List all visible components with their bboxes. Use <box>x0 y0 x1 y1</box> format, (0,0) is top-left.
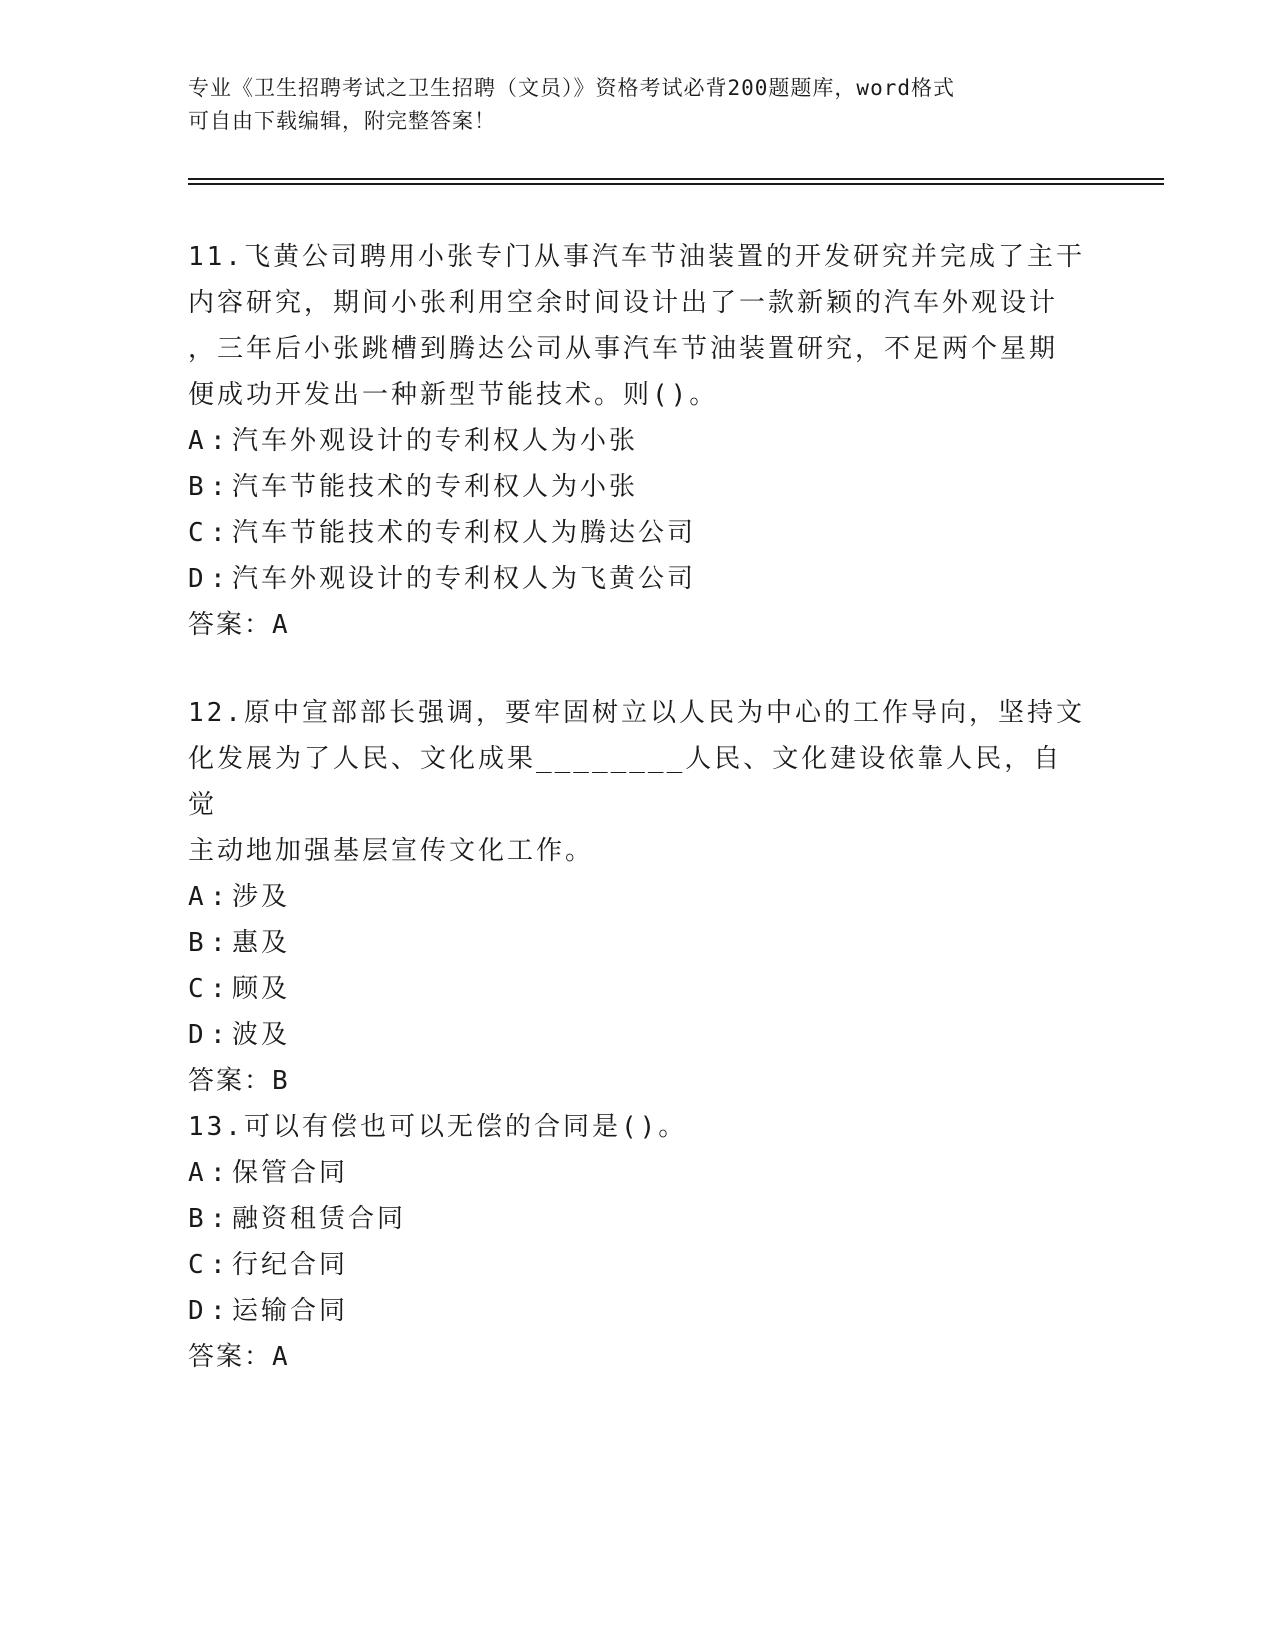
option-letter: B <box>188 472 207 502</box>
option-letter: D <box>188 1296 207 1326</box>
option-separator: : <box>210 1020 229 1050</box>
question-12 <box>188 690 1088 1104</box>
option-c <box>188 1242 1088 1288</box>
option-separator: : <box>210 564 229 594</box>
option-b <box>188 1196 1088 1242</box>
stem-line: 便成功开发出一种新型节能技术。则()。 <box>188 380 719 410</box>
stem-line: 13.可以有偿也可以无偿的合同是()。 <box>188 1112 688 1142</box>
option-text: 顾及 <box>232 974 291 1004</box>
option-text: 惠及 <box>232 928 291 958</box>
header-line-2: 可自由下载编辑，附完整答案！ <box>188 109 496 133</box>
option-a <box>188 1150 1088 1196</box>
option-text: 涉及 <box>232 882 291 912</box>
option-text: 行纪合同 <box>232 1250 349 1280</box>
option-text: 汽车节能技术的专利权人为小张 <box>232 472 639 502</box>
option-text: 汽车外观设计的专利权人为小张 <box>232 426 639 456</box>
option-text: 保管合同 <box>232 1158 349 1188</box>
option-separator: : <box>210 518 229 548</box>
option-letter: B <box>188 928 207 958</box>
option-separator: : <box>210 1296 229 1326</box>
question-stem <box>188 234 1088 418</box>
question-13 <box>188 1104 1088 1380</box>
option-text: 汽车节能技术的专利权人为腾达公司 <box>232 518 697 548</box>
option-separator: : <box>210 974 229 1004</box>
option-letter: A <box>188 1158 207 1188</box>
option-d <box>188 556 1088 602</box>
option-d <box>188 1012 1088 1058</box>
header-line-1: 专业《卫生招聘考试之卫生招聘（文员）》资格考试必背200题题库，word格式 <box>188 76 955 100</box>
option-text: 波及 <box>232 1020 291 1050</box>
option-letter: C <box>188 974 207 1004</box>
option-letter: C <box>188 1250 207 1280</box>
option-text: 融资租赁合同 <box>232 1204 407 1234</box>
option-letter: D <box>188 1020 207 1050</box>
header-divider-bottom <box>188 183 1164 185</box>
option-a <box>188 874 1088 920</box>
option-separator: : <box>210 426 229 456</box>
option-letter: D <box>188 564 207 594</box>
answer-line: 答案：A <box>188 610 290 640</box>
option-letter: B <box>188 1204 207 1234</box>
option-a <box>188 418 1088 464</box>
option-text: 汽车外观设计的专利权人为飞黄公司 <box>232 564 697 594</box>
option-b <box>188 920 1088 966</box>
header-divider-top <box>188 178 1164 180</box>
option-separator: : <box>210 882 229 912</box>
answer-line: 答案：A <box>188 1342 290 1372</box>
option-c <box>188 510 1088 556</box>
answer-line: 答案：B <box>188 1066 290 1096</box>
option-b <box>188 464 1088 510</box>
question-stem <box>188 690 1088 874</box>
option-separator: : <box>210 1158 229 1188</box>
option-text: 运输合同 <box>232 1296 349 1326</box>
option-separator: : <box>210 928 229 958</box>
stem-line: 12.原中宣部部长强调，要牢固树立以人民为中心的工作导向，坚持文 <box>188 698 1085 728</box>
option-letter: C <box>188 518 207 548</box>
option-separator: : <box>210 1250 229 1280</box>
option-letter: A <box>188 426 207 456</box>
stem-line: 主动地加强基层宣传文化工作。 <box>188 836 595 866</box>
stem-line: 11.飞黄公司聘用小张专门从事汽车节油装置的开发研究并完成了主干 <box>188 242 1085 272</box>
option-separator: : <box>210 472 229 502</box>
option-c <box>188 966 1088 1012</box>
question-stem <box>188 1104 1088 1150</box>
stem-line: ，三年后小张跳槽到腾达公司从事汽车节油装置研究，不足两个星期 <box>188 334 1059 364</box>
option-separator: : <box>210 1204 229 1234</box>
stem-line: 内容研究，期间小张利用空余时间设计出了一款新颖的汽车外观设计 <box>188 288 1059 318</box>
stem-line: 化发展为了人民、文化成果________人民、文化建设依靠人民，自觉 <box>188 744 1063 820</box>
option-d <box>188 1288 1088 1334</box>
document-header <box>188 72 1068 138</box>
question-11 <box>188 234 1088 648</box>
option-letter: A <box>188 882 207 912</box>
